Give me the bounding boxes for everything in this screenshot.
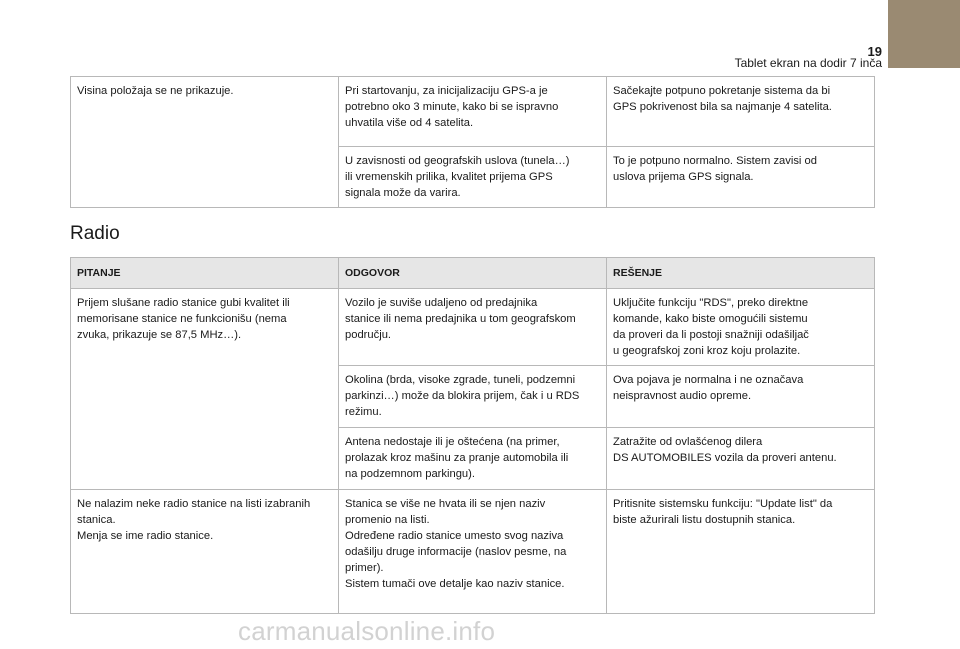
cause-cell: Okolina (brda, visoke zgrade, tuneli, podzemni parkinzi…) može da blokira prijem, čak i u RDS režimu. [339, 366, 607, 428]
table-row [71, 490, 875, 614]
column-header-problem: PITANJE [71, 258, 339, 289]
table-header-row [71, 258, 875, 289]
problem-cell: Visina položaja se ne prikazuje. [71, 77, 339, 208]
cause-cell: Stanica se više ne hvata ili se njen naziv promenio na listi. Određene radio stanice umesto svog naziva odašilju druge informacije (naslov pesme, na primer). Sistem tumači ove detalje kao naziv stanice. [339, 490, 607, 614]
solution-cell: Zatražite od ovlašćenog dilera DS AUTOMOBILES vozila da proveri antenu. [607, 428, 875, 490]
table-row [71, 289, 875, 366]
cause-cell: Pri startovanju, za inicijalizaciju GPS-a je potrebno oko 3 minute, kako bi se ispravno uhvatila više od 4 satelita. [339, 77, 607, 147]
section-heading: Radio [70, 223, 120, 244]
solution-cell: Uključite funkciju "RDS", preko direktne komande, kako biste omogućili sistemu da proveri da li postoji snažniji odašiljač u geografskoj zoni kroz koju prolazite. [607, 289, 875, 366]
cause-cell: Vozilo je suviše udaljeno od predajnika stanice ili nema predajnika u tom geografskom području. [339, 289, 607, 366]
problem-cell: Prijem slušane radio stanice gubi kvalitet ili memorisane stanice ne funkcionišu (nema zvuka, prikazuje se 87,5 MHz…). [71, 289, 339, 490]
page-subtitle: Tablet ekran na dodir 7 inča [734, 56, 882, 70]
page-number: 19 [867, 44, 882, 59]
problem-cell: Ne nalazim neke radio stanice na listi izabranih stanica. Menja se ime radio stanice. [71, 490, 339, 614]
cause-cell: U zavisnosti od geografskih uslova (tunela…) ili vremenskih prilika, kvalitet prijema GPS signala može da varira. [339, 147, 607, 208]
solution-cell: Ova pojava je normalna i ne označava neispravnost audio opreme. [607, 366, 875, 428]
table-row [71, 77, 875, 147]
solution-cell: Sačekajte potpuno pokretanje sistema da bi GPS pokrivenost bila sa najmanje 4 satelita. [607, 77, 875, 147]
solution-cell: Pritisnite sistemsku funkciju: "Update list" da biste ažurirali listu dostupnih stanica. [607, 490, 875, 614]
solution-cell: To je potpuno normalno. Sistem zavisi od uslova prijema GPS signala. [607, 147, 875, 208]
radio-table [70, 257, 875, 614]
watermark: carmanualsonline.info [238, 616, 496, 646]
cause-cell: Antena nedostaje ili je oštećena (na primer, prolazak kroz mašinu za pranje automobila ili na podzemnom parkingu). [339, 428, 607, 490]
corner-tab [888, 0, 960, 68]
column-header-answer: ODGOVOR [339, 258, 607, 289]
gps-table [70, 76, 875, 208]
column-header-solution: REŠENJE [607, 258, 875, 289]
